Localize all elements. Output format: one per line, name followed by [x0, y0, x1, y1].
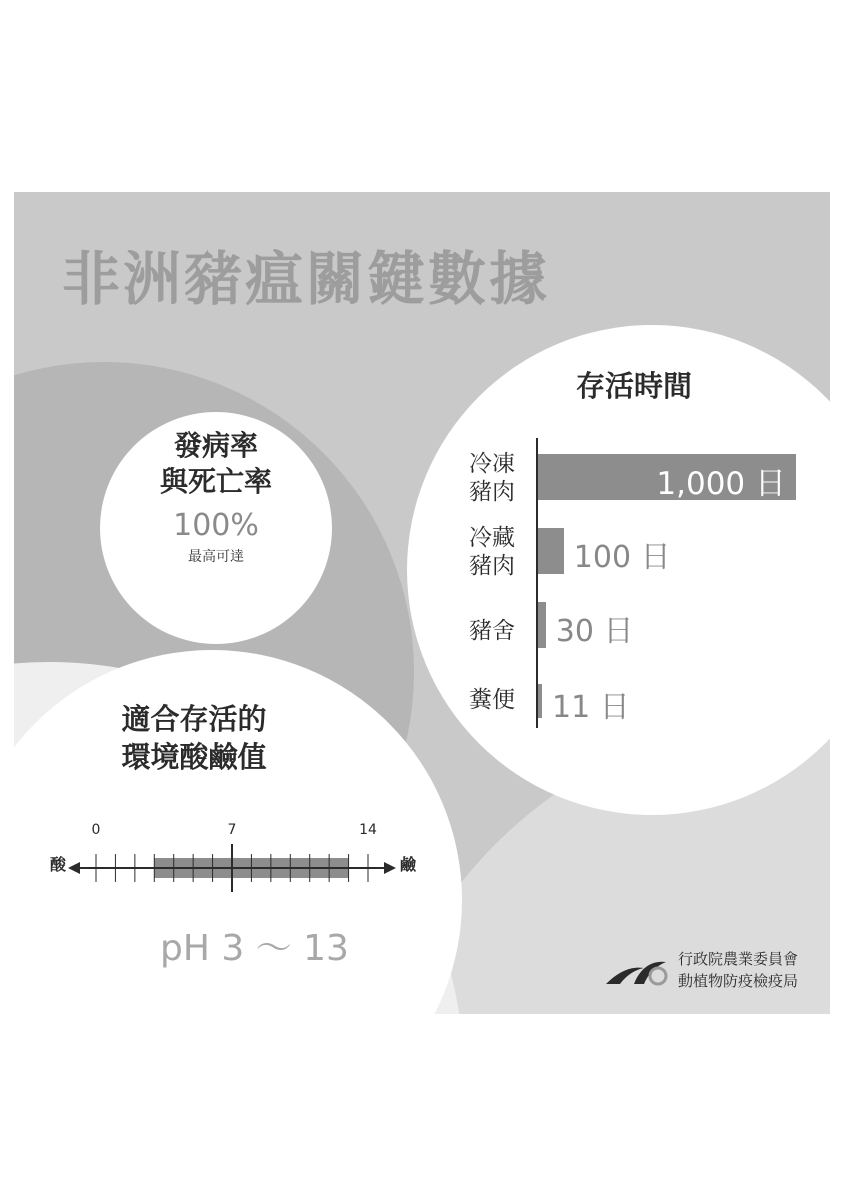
category-label-frozen-pork: [454, 450, 530, 506]
acid-label: 酸: [49, 855, 67, 874]
bar-pig-pen: [538, 602, 546, 648]
organization-line1: 行政院農業委員會: [678, 950, 799, 968]
ph-scale: [34, 812, 424, 892]
morbidity-heading-line1: 發病率: [173, 429, 258, 462]
footer: [604, 948, 824, 994]
bar-value-label: 100 日: [573, 540, 671, 575]
category-label-line: 冷凍: [469, 451, 515, 477]
category-label-line: 豬舍: [469, 618, 515, 644]
survival-title: 存活時間: [575, 369, 692, 403]
morbidity-note: 最高可達: [188, 549, 244, 565]
ph-range-text: pH 3 ～ 13: [160, 928, 349, 969]
ph-heading: [74, 700, 314, 776]
category-label-line: 豬肉: [469, 553, 515, 579]
category-label-pig-pen: [454, 617, 530, 645]
category-label-feces: [454, 686, 530, 714]
infographic-title: 非洲豬瘟關鍵數據: [62, 245, 551, 313]
ph-scale-marks: [68, 844, 396, 892]
bar-chilled-pork: [538, 528, 564, 574]
bar-value-label: 1,000 日: [656, 466, 786, 502]
bar-value-label: 30 日: [555, 614, 634, 649]
category-label-chilled-pork: [454, 524, 530, 580]
organization-line2: 動植物防疫檢疫局: [678, 972, 799, 990]
morbidity-heading: [100, 428, 332, 500]
left-arrow-icon: [68, 862, 80, 874]
ph-tick-label-0: 0: [91, 822, 101, 838]
morbidity-heading-line2: 與死亡率: [159, 465, 272, 498]
category-label-line: 豬肉: [469, 479, 515, 505]
ph-tick-label-14: 14: [359, 822, 377, 838]
bar-feces: [538, 684, 542, 718]
morbidity-value: 100%: [173, 508, 259, 543]
alkaline-label: 鹼: [399, 855, 417, 874]
category-label-line: 冷藏: [469, 525, 515, 551]
ph-heading-line1: 適合存活的: [121, 702, 267, 736]
ph-tick-label-7: 7: [227, 822, 237, 838]
organization-name: [678, 948, 798, 992]
ph-heading-line2: 環境酸鹼值: [121, 740, 267, 774]
right-arrow-icon: [384, 862, 396, 874]
bar-value-label: 11 日: [552, 690, 630, 725]
bird-logo-icon: [604, 954, 670, 988]
infographic-panel: [14, 192, 830, 1014]
category-label-line: 糞便: [469, 687, 515, 713]
